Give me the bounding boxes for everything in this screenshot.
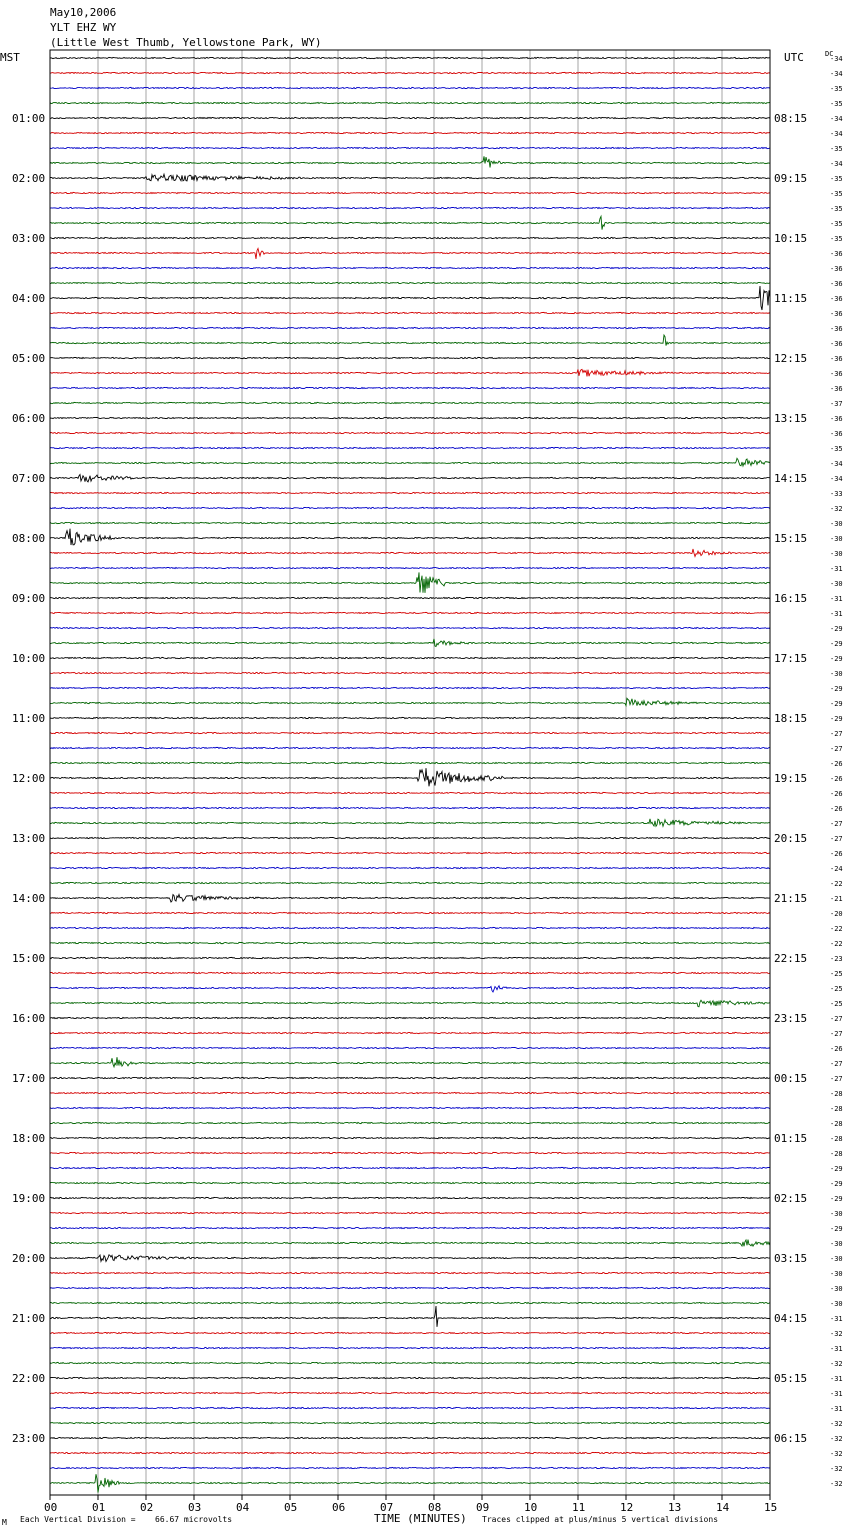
trace-row: [50, 1197, 770, 1198]
left-axis-title: MST: [0, 51, 20, 64]
dc-offset-label: -34: [830, 130, 843, 138]
dc-offset-label: -26: [830, 805, 843, 813]
utc-hour-label: 22:15: [774, 952, 808, 965]
trace-row: [50, 282, 770, 283]
mst-hour-label: 13:00: [12, 832, 46, 845]
trace-row: [50, 837, 770, 838]
dc-offset-label: -36: [830, 370, 843, 378]
dc-offset-label: -26: [830, 775, 843, 783]
dc-offset-label: -29: [830, 1225, 843, 1233]
trace-row: [50, 1392, 770, 1393]
trace-row: [50, 895, 770, 903]
dc-offset-label: -34: [830, 55, 843, 63]
plot-frame: [50, 50, 770, 1495]
mst-hour-label: 03:00: [12, 232, 46, 245]
utc-hour-label: 19:15: [774, 772, 808, 785]
dc-offset-label: -29: [830, 715, 843, 723]
x-axis-title: TIME (MINUTES): [374, 1512, 467, 1525]
dc-offset-label: -35: [830, 220, 843, 228]
x-tick-label: 01: [92, 1501, 106, 1514]
vertical-gridlines: [98, 50, 722, 1495]
dc-offset-label: -22: [830, 880, 843, 888]
trace-row: [50, 529, 770, 545]
dc-offset-label: -32: [830, 1435, 843, 1443]
dc-offset-label: -29: [830, 1195, 843, 1203]
mst-hour-label: 14:00: [12, 892, 46, 905]
trace-row: [50, 792, 770, 793]
utc-hour-label: 16:15: [774, 592, 808, 605]
x-tick-label: 05: [284, 1501, 298, 1514]
trace-lines: [50, 57, 770, 1492]
trace-row: [50, 1377, 770, 1378]
trace-row: [50, 87, 770, 88]
mst-hour-label: 22:00: [12, 1372, 46, 1385]
utc-hour-label: 05:15: [774, 1372, 808, 1385]
trace-row: [50, 972, 770, 973]
dc-offset-label: -27: [830, 1030, 843, 1038]
trace-row: [50, 216, 770, 229]
utc-hour-label: 08:15: [774, 112, 808, 125]
trace-row: [50, 1032, 770, 1033]
x-tick-label: 00: [44, 1501, 58, 1514]
trace-row: [50, 1272, 770, 1273]
trace-row: [50, 912, 770, 913]
trace-row: [50, 1152, 770, 1153]
mst-hour-label: 16:00: [12, 1012, 46, 1025]
trace-row: [50, 597, 770, 598]
trace-row: [50, 1474, 770, 1492]
trace-row: [50, 192, 770, 193]
dc-offset-label: -31: [830, 1390, 843, 1398]
dc-offset-label: -32: [830, 1330, 843, 1338]
dc-offset-label: -36: [830, 355, 843, 363]
utc-hour-label: 15:15: [774, 532, 808, 545]
trace-row: [50, 57, 770, 58]
dc-offset-label: -35: [830, 145, 843, 153]
dc-offset-label: -37: [830, 400, 843, 408]
trace-row: [50, 717, 770, 718]
utc-hour-label: 02:15: [774, 1192, 808, 1205]
trace-row: [50, 698, 770, 705]
right-axis-title: UTC: [784, 51, 804, 64]
trace-row: [50, 335, 770, 346]
trace-row: [50, 147, 770, 148]
dc-offset-label: -35: [830, 445, 843, 453]
trace-row: [50, 927, 770, 928]
trace-row: [50, 549, 770, 557]
dc-offset-label: -36: [830, 415, 843, 423]
dc-offset-label: -27: [830, 835, 843, 843]
trace-row: [50, 1240, 770, 1247]
trace-row: [50, 1000, 770, 1007]
trace-row: [50, 132, 770, 133]
dc-offset-label: -27: [830, 1060, 843, 1068]
trace-row: [50, 1017, 770, 1018]
scale-value: 66.67 microvolts: [155, 1515, 233, 1524]
trace-row: [50, 1047, 770, 1048]
dc-offset-label: -32: [830, 1360, 843, 1368]
utc-hour-label: 04:15: [774, 1312, 808, 1325]
utc-hour-label: 14:15: [774, 472, 808, 485]
dc-offset-label: -28: [830, 1150, 843, 1158]
dc-offset-label: -30: [830, 670, 843, 678]
mst-hour-label: 09:00: [12, 592, 46, 605]
dc-offset-label: -26: [830, 850, 843, 858]
dc-offset-label: -28: [830, 1135, 843, 1143]
x-tick-label: 13: [668, 1501, 682, 1514]
utc-hour-label: 18:15: [774, 712, 808, 725]
x-tick-label: 02: [140, 1501, 154, 1514]
utc-hour-label: 13:15: [774, 412, 808, 425]
trace-row: [50, 507, 770, 508]
x-tick-label: 08: [428, 1501, 442, 1514]
dc-offset-label: -34: [830, 115, 843, 123]
trace-row: [50, 1437, 770, 1438]
trace-row: [50, 249, 770, 259]
mst-hour-label: 07:00: [12, 472, 46, 485]
dc-offset-label: -31: [830, 1405, 843, 1413]
utc-hour-labels: [774, 112, 807, 1445]
utc-hour-label: 00:15: [774, 1072, 808, 1085]
trace-row: [50, 747, 770, 748]
dc-offset-label: -32: [830, 1465, 843, 1473]
dc-offset-label: -30: [830, 580, 843, 588]
trace-row: [50, 762, 770, 763]
trace-row: [50, 286, 770, 310]
mst-hour-label: 18:00: [12, 1132, 46, 1145]
trace-row: [50, 1077, 770, 1078]
trace-row: [50, 237, 770, 238]
trace-row: [50, 768, 770, 786]
trace-row: [50, 267, 770, 268]
dc-offset-label: -29: [830, 655, 843, 663]
trace-row: [50, 807, 770, 808]
mst-hour-label: 23:00: [12, 1432, 46, 1445]
dc-offset-label: -30: [830, 550, 843, 558]
trace-row: [50, 1122, 770, 1123]
trace-row: [50, 867, 770, 868]
dc-offset-label: -36: [830, 280, 843, 288]
dc-offset-label: -31: [830, 1315, 843, 1323]
trace-row: [50, 1362, 770, 1363]
dc-offset-label: -30: [830, 1255, 843, 1263]
dc-offset-label: -34: [830, 160, 843, 168]
x-tick-label: 03: [188, 1501, 202, 1514]
dc-offset-label: -35: [830, 205, 843, 213]
dc-offset-label: -34: [830, 460, 843, 468]
trace-row: [50, 1107, 770, 1108]
dc-offset-label: -29: [830, 1165, 843, 1173]
dc-offset-label: -24: [830, 865, 843, 873]
trace-row: [50, 207, 770, 208]
trace-row: [50, 1347, 770, 1348]
mst-hour-label: 11:00: [12, 712, 46, 725]
utc-hour-label: 17:15: [774, 652, 808, 665]
trace-row: [50, 852, 770, 853]
trace-row: [50, 1092, 770, 1093]
dc-offset-label: -33: [830, 490, 843, 498]
dc-offset-label: -23: [830, 955, 843, 963]
trace-row: [50, 1212, 770, 1213]
trace-row: [50, 117, 770, 118]
trace-row: [50, 432, 770, 433]
corner-mark: M: [2, 1518, 7, 1527]
dc-offset-label: -35: [830, 235, 843, 243]
trace-row: [50, 522, 770, 523]
utc-hour-label: 10:15: [774, 232, 808, 245]
utc-hour-label: 01:15: [774, 1132, 808, 1145]
chart-station: YLT EHZ WY: [50, 21, 117, 34]
utc-hour-label: 21:15: [774, 892, 808, 905]
utc-hour-label: 12:15: [774, 352, 808, 365]
dc-offset-label: -29: [830, 700, 843, 708]
dc-offset-label: -36: [830, 250, 843, 258]
trace-row: [50, 672, 770, 673]
scale-label: Each Vertical Division =: [20, 1515, 136, 1524]
trace-row: [50, 447, 770, 448]
dc-offset-label: -35: [830, 190, 843, 198]
dc-offset-label: -25: [830, 1000, 843, 1008]
dc-offset-label: -22: [830, 925, 843, 933]
mst-hour-labels: [12, 112, 45, 1445]
trace-row: [50, 458, 770, 466]
trace-row: [50, 612, 770, 613]
trace-row: [50, 402, 770, 403]
dc-offset-label: -36: [830, 385, 843, 393]
mst-hour-label: 19:00: [12, 1192, 46, 1205]
trace-row: [50, 1407, 770, 1408]
utc-hour-label: 03:15: [774, 1252, 808, 1265]
dc-offset-label: -30: [830, 1210, 843, 1218]
trace-row: [50, 1287, 770, 1288]
x-tick-label: 11: [572, 1501, 586, 1514]
trace-row: [50, 1422, 770, 1423]
trace-row: [50, 572, 770, 592]
mst-hour-label: 17:00: [12, 1072, 46, 1085]
dc-offset-label: -31: [830, 1345, 843, 1353]
chart-location: (Little West Thumb, Yellowstone Park, WY): [50, 36, 322, 49]
dc-offset-label: -30: [830, 520, 843, 528]
x-tick-label: 12: [620, 1501, 634, 1514]
dc-offset-label: -29: [830, 685, 843, 693]
x-tick-label: 10: [524, 1501, 538, 1514]
dc-offset-label: -34: [830, 475, 843, 483]
mst-hour-label: 01:00: [12, 112, 46, 125]
dc-offset-label: -27: [830, 820, 843, 828]
utc-hour-label: 06:15: [774, 1432, 808, 1445]
dc-offset-label: -36: [830, 295, 843, 303]
dc-offset-label: -36: [830, 310, 843, 318]
dc-offset-label: -30: [830, 1300, 843, 1308]
trace-row: [50, 567, 770, 568]
dc-offset-label: -25: [830, 985, 843, 993]
mst-hour-label: 10:00: [12, 652, 46, 665]
dc-offset-label: -25: [830, 970, 843, 978]
trace-row: [50, 369, 770, 376]
trace-row: [50, 1167, 770, 1168]
dc-offset-label: -21: [830, 895, 843, 903]
x-tick-label: 04: [236, 1501, 250, 1514]
trace-row: [50, 1057, 770, 1067]
mst-hour-label: 04:00: [12, 292, 46, 305]
chart-date: May10,2006: [50, 6, 117, 19]
dc-offset-label: -27: [830, 730, 843, 738]
utc-hour-label: 11:15: [774, 292, 808, 305]
dc-offset-label: -32: [830, 1450, 843, 1458]
trace-row: [50, 1467, 770, 1468]
trace-row: [50, 1255, 770, 1262]
mst-hour-label: 21:00: [12, 1312, 46, 1325]
dc-offset-label: -26: [830, 790, 843, 798]
dc-offset-label: -31: [830, 565, 843, 573]
dc-offset-label: -32: [830, 1420, 843, 1428]
trace-row: [50, 156, 770, 167]
dc-offset-label: -36: [830, 265, 843, 273]
mst-hour-label: 08:00: [12, 532, 46, 545]
dc-offset-label: -28: [830, 1105, 843, 1113]
trace-row: [50, 1137, 770, 1138]
dc-offset-labels: [830, 55, 843, 1488]
trace-row: [50, 1302, 770, 1303]
trace-row: [50, 1332, 770, 1333]
dc-offset-label: -31: [830, 610, 843, 618]
trace-row: [50, 732, 770, 733]
trace-row: [50, 957, 770, 958]
trace-row: [50, 357, 770, 358]
trace-row: [50, 942, 770, 943]
trace-row: [50, 492, 770, 493]
dc-offset-label: -30: [830, 535, 843, 543]
dc-column-title: DC: [825, 50, 834, 58]
dc-offset-label: -31: [830, 1375, 843, 1383]
mst-hour-label: 02:00: [12, 172, 46, 185]
x-tick-label: 14: [716, 1501, 730, 1514]
x-tick-label: 15: [764, 1501, 778, 1514]
trace-row: [50, 1306, 770, 1327]
trace-row: [50, 327, 770, 328]
x-tick-label: 06: [332, 1501, 346, 1514]
trace-row: [50, 417, 770, 418]
trace-row: [50, 819, 770, 827]
trace-row: [50, 1227, 770, 1228]
trace-row: [50, 102, 770, 103]
dc-offset-label: -32: [830, 1480, 843, 1488]
dc-offset-label: -29: [830, 625, 843, 633]
dc-offset-label: -30: [830, 1270, 843, 1278]
dc-offset-label: -30: [830, 1285, 843, 1293]
utc-hour-label: 09:15: [774, 172, 808, 185]
trace-row: [50, 627, 770, 628]
trace-row: [50, 387, 770, 388]
trace-row: [50, 1182, 770, 1183]
dc-offset-label: -28: [830, 1090, 843, 1098]
dc-offset-label: -27: [830, 1075, 843, 1083]
dc-offset-label: -28: [830, 1120, 843, 1128]
dc-offset-label: -29: [830, 1180, 843, 1188]
mst-hour-label: 12:00: [12, 772, 46, 785]
dc-offset-label: -27: [830, 745, 843, 753]
trace-row: [50, 687, 770, 688]
dc-offset-label: -26: [830, 1045, 843, 1053]
mst-hour-label: 05:00: [12, 352, 46, 365]
trace-row: [50, 312, 770, 313]
trace-row: [50, 72, 770, 73]
dc-offset-label: -22: [830, 940, 843, 948]
trace-row: [50, 174, 770, 181]
dc-offset-label: -35: [830, 85, 843, 93]
dc-offset-label: -35: [830, 175, 843, 183]
trace-row: [50, 657, 770, 658]
trace-row: [50, 639, 770, 647]
trace-row: [50, 1452, 770, 1453]
x-tick-label: 09: [476, 1501, 490, 1514]
dc-offset-label: -30: [830, 1240, 843, 1248]
trace-row: [50, 882, 770, 883]
utc-hour-label: 23:15: [774, 1012, 808, 1025]
trace-row: [50, 475, 770, 482]
trace-row: [50, 986, 770, 992]
utc-hour-label: 20:15: [774, 832, 808, 845]
dc-offset-label: -32: [830, 505, 843, 513]
dc-offset-label: -31: [830, 595, 843, 603]
dc-offset-label: -29: [830, 640, 843, 648]
dc-offset-label: -26: [830, 760, 843, 768]
x-tick-label: 07: [380, 1501, 394, 1514]
mst-hour-label: 20:00: [12, 1252, 46, 1265]
mst-hour-label: 06:00: [12, 412, 46, 425]
dc-offset-label: -27: [830, 1015, 843, 1023]
dc-offset-label: -36: [830, 325, 843, 333]
dc-offset-label: -34: [830, 70, 843, 78]
clip-note: Traces clipped at plus/minus 5 vertical divisions: [482, 1515, 719, 1524]
mst-hour-label: 15:00: [12, 952, 46, 965]
dc-offset-label: -20: [830, 910, 843, 918]
dc-offset-label: -35: [830, 100, 843, 108]
dc-offset-label: -36: [830, 430, 843, 438]
dc-offset-label: -36: [830, 340, 843, 348]
